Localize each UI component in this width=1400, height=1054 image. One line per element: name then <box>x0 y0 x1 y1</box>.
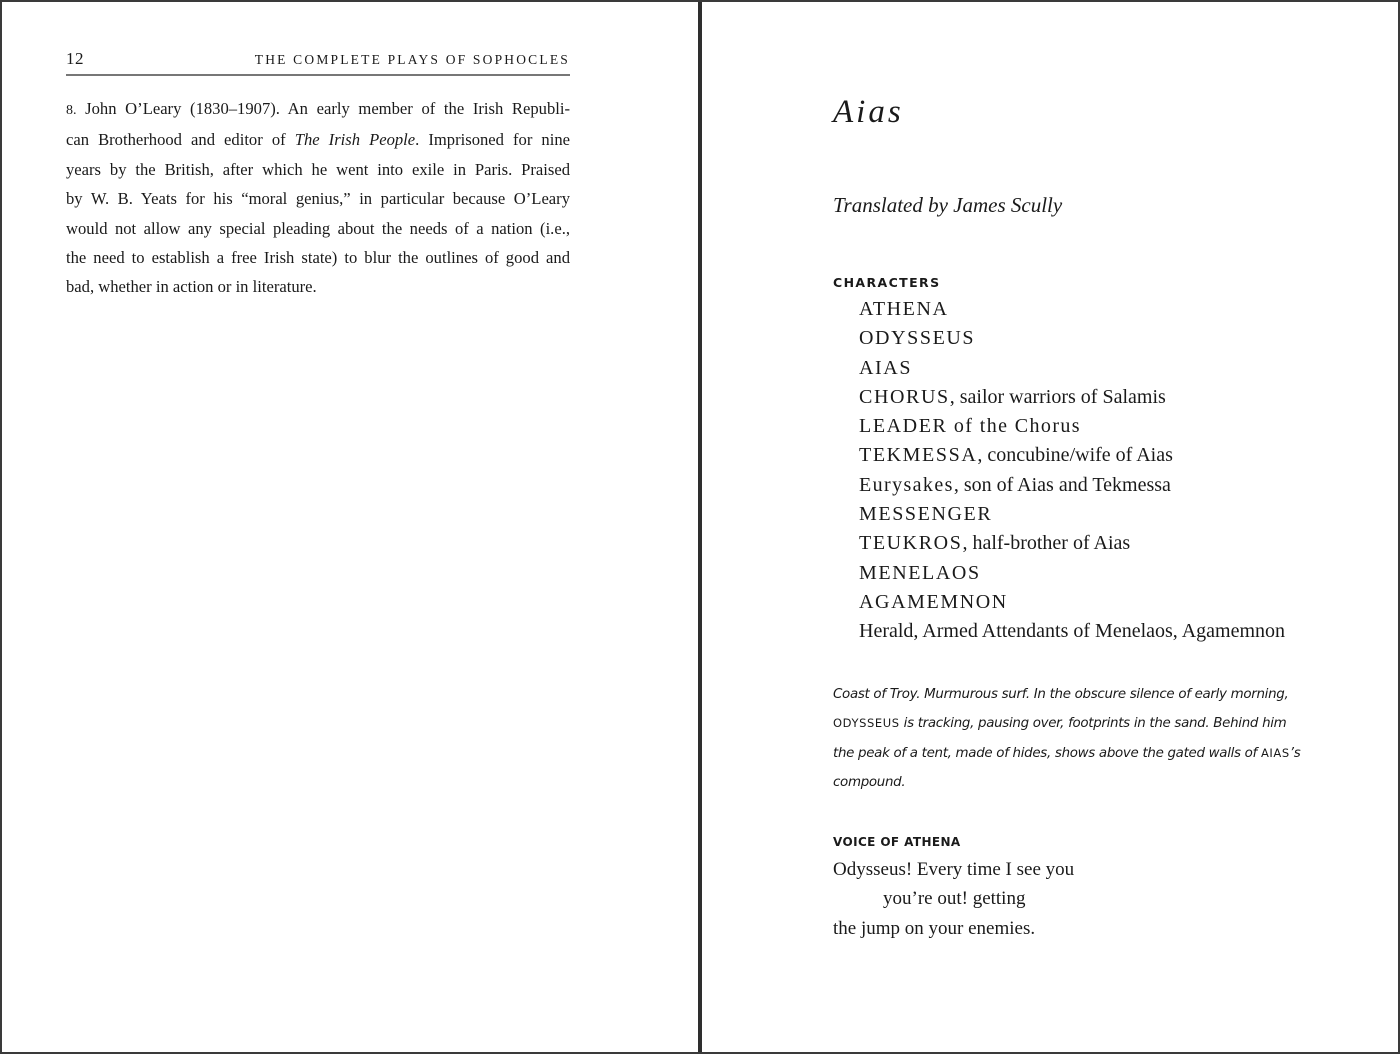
character-name: ODYSSEUS <box>859 327 976 350</box>
character-list <box>859 295 1285 647</box>
character-desc: , son of Aias and Tekmessa <box>953 473 1171 496</box>
character-item <box>859 383 1285 412</box>
stage-direction-line: Coast of Troy. Murmurous surf. In the obscure silence of early morning, <box>833 687 1289 702</box>
character-item <box>859 500 1285 529</box>
stage-direction-line <box>833 739 1333 768</box>
character-name: CHORUS <box>859 385 950 408</box>
character-name: ATHENA <box>859 298 949 320</box>
character-item <box>859 441 1285 470</box>
footnote-line <box>66 125 570 154</box>
character-name: AIAS <box>859 356 913 379</box>
character-name: Herald, Armed Attendants of Menelaos, Agamemnon <box>859 620 1286 643</box>
character-item <box>859 559 1285 588</box>
footnote-text: John O’Leary (1830–1907). An early member of the Irish Republi- <box>85 99 571 118</box>
footnote-line: the need to establish a free Irish state) to blur the outlines of good and <box>66 248 570 268</box>
stage-direction-line <box>833 709 1333 738</box>
stage-direction <box>833 680 1333 798</box>
character-name: TEUKROS <box>859 532 963 555</box>
stage-direction-text: the peak of a tent, made of hides, shows above the gated walls of <box>833 745 1261 761</box>
stage-direction-text: ’s <box>1289 745 1301 761</box>
character-ref: AIAS <box>1260 745 1290 760</box>
publication-title: The Irish People <box>294 130 416 150</box>
footnote-line: would not allow any special pleading about the needs of a nation (i.e., <box>66 218 570 238</box>
right-page <box>702 2 1398 1052</box>
header-rule <box>66 74 570 76</box>
running-title: THE COMPLETE PLAYS OF SOPHOCLES <box>254 52 570 67</box>
character-item <box>859 471 1285 500</box>
character-ref: ODYSSEUS <box>833 716 900 731</box>
character-item <box>859 588 1285 617</box>
page-number: 12 <box>66 49 84 68</box>
translator-credit: Translated by James Scully <box>833 193 1063 217</box>
running-head <box>66 49 570 71</box>
character-desc: , concubine/wife of Aias <box>977 444 1173 467</box>
verse-line: the jump on your enemies. <box>833 917 1036 939</box>
character-name: LEADER <box>859 415 948 438</box>
play-title: Aias <box>833 94 904 130</box>
character-name: TEKMESSA <box>859 444 978 467</box>
stage-direction-text: is tracking, pausing over, footprints in the sand. Behind him <box>899 716 1287 732</box>
stage-direction-line: compound. <box>833 775 906 791</box>
footnote-text: . Imprisoned for nine <box>415 130 570 150</box>
footnote-text: can Brotherhood and editor of <box>66 130 295 150</box>
character-item <box>859 324 1285 353</box>
footnote-line <box>66 94 570 125</box>
characters-heading: CHARACTERS <box>833 275 941 290</box>
footnote-line: years by the British, after which he went into exile in Paris. Praised <box>66 159 570 179</box>
character-name: MENELAOS <box>859 561 981 584</box>
character-item <box>859 354 1285 383</box>
footnote-number: 8. <box>66 103 77 118</box>
verse-line: you’re out! getting <box>883 888 1026 910</box>
character-desc: , half-brother of Aias <box>962 532 1131 555</box>
speaker-label: VOICE OF ATHENA <box>833 835 961 849</box>
character-item <box>859 412 1285 441</box>
character-desc: , sailor warriors of Salamis <box>949 385 1166 408</box>
verse-block <box>833 855 1074 943</box>
verse-line: Odysseus! Every time I see you <box>833 859 1075 880</box>
character-item <box>859 295 1285 324</box>
character-item <box>859 529 1285 558</box>
footnote-line: by W. B. Yeats for his “moral genius,” in particular because O’Leary <box>66 189 570 209</box>
footnote-line: bad, whether in action or in literature. <box>66 277 317 297</box>
character-name: Eurysakes <box>859 473 954 496</box>
character-name: MESSENGER <box>859 503 993 526</box>
footnote <box>66 94 570 302</box>
character-desc: of the Chorus <box>947 415 1081 438</box>
character-name: AGAMEMNON <box>859 590 1008 613</box>
left-page <box>2 2 698 1052</box>
character-item <box>859 617 1285 646</box>
